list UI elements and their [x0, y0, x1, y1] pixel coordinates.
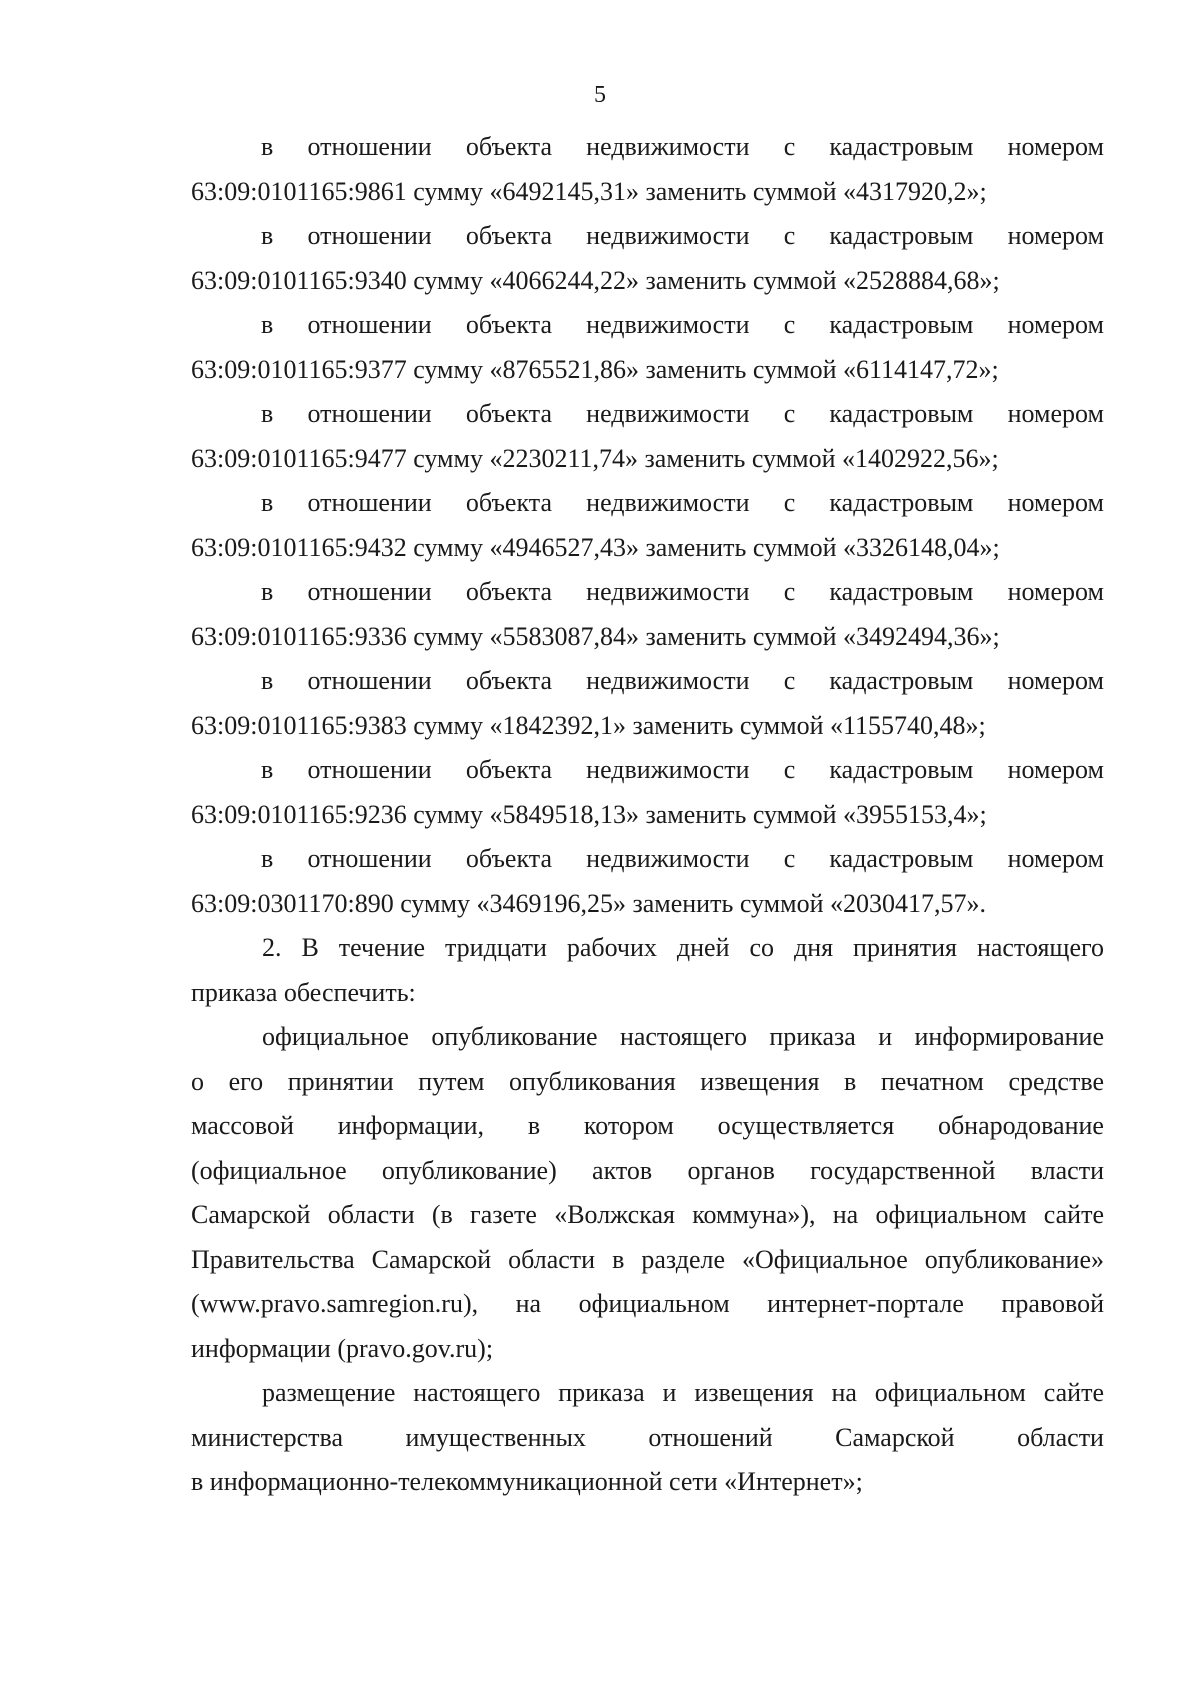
word: с — [783, 399, 796, 428]
section-2-line-1: 2. В течение тридцати рабочих дней со дня принятия настоящего — [262, 933, 1104, 962]
word: номером — [1007, 666, 1104, 695]
word: объекта — [465, 132, 552, 161]
property-entry-line-2: 63:09:0101165:9377 сумму «8765521,86» заменить суммой «6114147,72»; — [191, 354, 999, 384]
word: отношении — [307, 310, 432, 339]
property-entry-line-1 — [191, 837, 1104, 882]
word: массовой — [191, 1111, 294, 1140]
property-entry-line-2: 63:09:0101165:9236 сумму «5849518,13» заменить суммой «3955153,4»; — [191, 799, 987, 829]
word: недвижимости — [586, 399, 750, 428]
word: отношении — [307, 399, 432, 428]
word: с — [783, 666, 796, 695]
publication-line-8: информации (pravo.gov.ru); — [191, 1333, 494, 1363]
word: Самарской — [835, 1422, 955, 1452]
word: отношении — [307, 844, 432, 873]
word: отношении — [307, 488, 432, 517]
word: кадастровым — [829, 577, 974, 606]
property-entry-line-2: 63:09:0101165:9336 сумму «5583087,84» заменить суммой «3492494,36»; — [191, 621, 1000, 651]
property-entries-list — [191, 125, 1104, 926]
property-entry-line-2: 63:09:0101165:9340 сумму «4066244,22» заменить суммой «2528884,68»; — [191, 265, 1000, 295]
word: с — [783, 844, 796, 873]
page-number: 5 — [594, 82, 606, 108]
publication-line-4: (официальное опубликование) актов органов государственной власти — [191, 1155, 1104, 1185]
word: кадастровым — [829, 755, 974, 784]
word: информации, — [337, 1111, 485, 1140]
publication-line-1: официальное опубликование настоящего приказа и информирование — [262, 1022, 1104, 1051]
publication-line-7: (www.pravo.samregion.ru), на официальном интернет-портале правовой — [191, 1289, 1104, 1318]
property-entry-line-1 — [191, 748, 1104, 793]
property-entry-line-1 — [191, 659, 1104, 704]
word: области — [1017, 1422, 1104, 1452]
word: объекта — [465, 399, 552, 428]
section-2-line-2: приказа обеспечить: — [191, 977, 416, 1007]
word: в — [261, 221, 274, 250]
word: кадастровым — [829, 666, 974, 695]
word: кадастровым — [829, 399, 974, 428]
word: с — [783, 310, 796, 339]
word: отношении — [307, 577, 432, 606]
property-entry-line-1 — [191, 303, 1104, 348]
word: с — [783, 221, 796, 250]
property-entry-line-2: 63:09:0101165:9432 сумму «4946527,43» заменить суммой «3326148,04»; — [191, 532, 1000, 562]
word: с — [783, 488, 796, 517]
word: недвижимости — [586, 755, 750, 784]
property-entry-line-2: 63:09:0301170:890 сумму «3469196,25» заменить суммой «2030417,57». — [191, 888, 986, 918]
word: с — [783, 132, 796, 161]
word: недвижимости — [586, 310, 750, 339]
word: номером — [1007, 132, 1104, 161]
word: недвижимости — [586, 221, 750, 250]
word: отношении — [307, 755, 432, 784]
word: в — [261, 666, 274, 695]
word: объекта — [465, 666, 552, 695]
publication-line-2: о его принятии путем опубликования извещения в печатном средстве — [191, 1066, 1104, 1096]
property-entry-line-2: 63:09:0101165:9383 сумму «1842392,1» заменить суммой «1155740,48»; — [191, 710, 986, 740]
word: в — [261, 488, 274, 517]
word: котором — [583, 1111, 674, 1140]
placement-line-2 — [191, 1416, 1104, 1461]
property-entry-line-2: 63:09:0101165:9861 сумму «6492145,31» заменить суммой «4317920,2»; — [191, 176, 987, 206]
property-entry-line-1 — [191, 570, 1104, 615]
word: номером — [1007, 577, 1104, 606]
word: в — [527, 1111, 541, 1140]
word: кадастровым — [829, 488, 974, 517]
property-entry-line-1 — [191, 481, 1104, 526]
word: недвижимости — [586, 577, 750, 606]
word: отношении — [307, 221, 432, 250]
property-entry-line-1 — [191, 392, 1104, 437]
word: с — [783, 755, 796, 784]
word: кадастровым — [829, 844, 974, 873]
word: в — [261, 577, 274, 606]
word: номером — [1007, 221, 1104, 250]
publication-line-5: Самарской области (в газете «Волжская коммуна»), на официальном сайте — [191, 1200, 1104, 1229]
word: номером — [1007, 844, 1104, 873]
word: в — [261, 310, 274, 339]
word: кадастровым — [829, 310, 974, 339]
word: номером — [1007, 310, 1104, 339]
property-entry-line-2: 63:09:0101165:9477 сумму «2230211,74» заменить суммой «1402922,56»; — [191, 443, 999, 473]
word: осуществляется — [717, 1111, 895, 1140]
word: в — [261, 399, 274, 428]
word: номером — [1007, 755, 1104, 784]
word: министерства — [191, 1422, 344, 1452]
word: отношении — [307, 666, 432, 695]
word: кадастровым — [829, 221, 974, 250]
word: объекта — [465, 577, 552, 606]
word: недвижимости — [586, 666, 750, 695]
word: объекта — [465, 221, 552, 250]
word: обнародование — [937, 1111, 1104, 1140]
document-body — [191, 125, 1104, 1505]
word: объекта — [465, 755, 552, 784]
placement-line-3: в информационно-телекоммуникационной сети «Интернет»; — [191, 1467, 863, 1496]
property-entry-line-1 — [191, 125, 1104, 170]
word: недвижимости — [586, 844, 750, 873]
publication-line-3 — [191, 1104, 1104, 1149]
word: в — [261, 132, 274, 161]
word: недвижимости — [586, 488, 750, 517]
word: в — [261, 844, 274, 873]
word: с — [783, 577, 796, 606]
publication-line-6: Правительства Самарской области в разделе «Официальное опубликование» — [191, 1244, 1104, 1274]
word: объекта — [465, 844, 552, 873]
word: номером — [1007, 399, 1104, 428]
word: отношений — [648, 1422, 773, 1452]
word: номером — [1007, 488, 1104, 517]
word: имущественных — [405, 1422, 586, 1452]
word: объекта — [465, 310, 552, 339]
word: в — [261, 755, 274, 784]
word: отношении — [307, 132, 432, 161]
word: кадастровым — [829, 132, 974, 161]
property-entry-line-1 — [191, 214, 1104, 259]
word: объекта — [465, 488, 552, 517]
placement-line-1: размещение настоящего приказа и извещения на официальном сайте — [262, 1378, 1104, 1407]
word: недвижимости — [586, 132, 750, 161]
